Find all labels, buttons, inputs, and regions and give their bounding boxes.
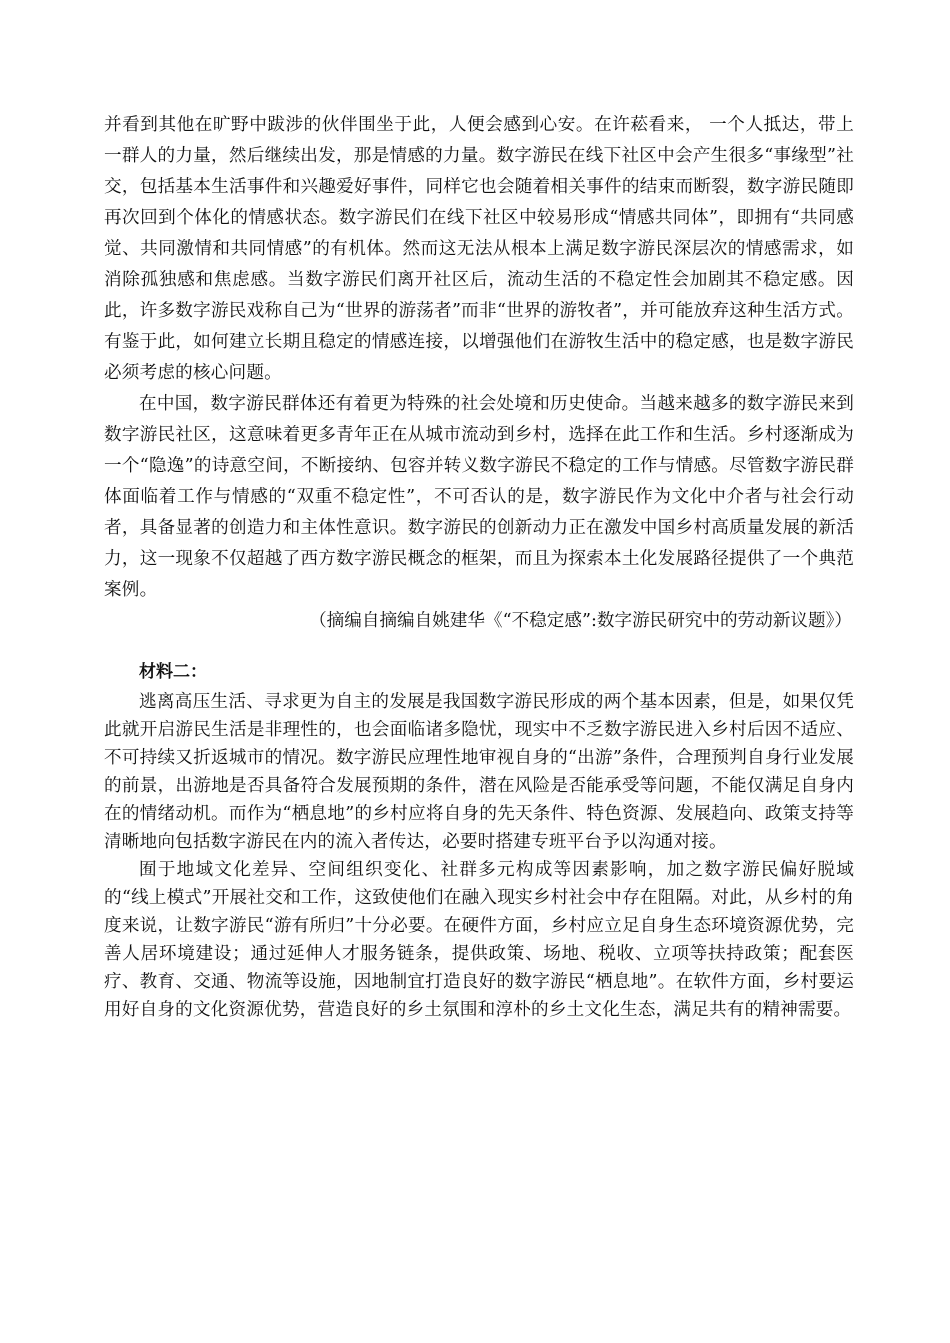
material-two-paragraph-2: 囿于地域文化差异、空间组织变化、社群多元构成等因素影响，加之数字游民偏好脱域的“线上模式”开展社交和工作，这致使他们在融入现实乡村社会中存在阻隔。对此，从乡村的角度来说，让数字游民“游有所归”十分必要。在硬件方面，乡村应立足自身生态环境资源优势，完善人居环境建设；通过延伸人才服务链条，提供政策、场地、税收、立项等扶持政策；配套医疗、教育、交通、物流等设施，因地制宜打造良好的数字游民“栖息地”。在软件方面，乡村要运用好自身的文化资源优势，营造良好的乡土氛围和淳朴的乡土文化生态，满足共有的精神需要。: [104, 860, 854, 1020]
material-one-source: （摘编自摘编自姚建华《“不稳定感”:数字游民研究中的劳动新议题》）: [309, 611, 852, 631]
document-page: [104, 110, 854, 1024]
material-two-paragraph-1: 逃离高压生活、寻求更为自主的发展是我国数字游民形成的两个基本因素，但是，如果仅凭此就开启游民生活是非理性的，也会面临诸多隐忧，现实中不乏数字游民进入乡村后因不适应、不可持续又折返城市的情况。数字游民应理性地审视自身的“出游”条件，合理预判自身行业发展的前景，出游地是否具备符合发展预期的条件，潜在风险是否能承受等问题，不能仅满足自身内在的情绪动机。而作为“栖息地”的乡村应将自身的先天条件、特色资源、发展趋向、政策支持等清晰地向包括数字游民在内的流入者传达，必要时搭建专班平台予以沟通对接。: [104, 692, 854, 852]
material-two-heading: 材料二：: [139, 662, 207, 682]
material-one-paragraph-1: 并看到其他在旷野中跋涉的伙伴围坐于此，人便会感到心安。在许菘看来， 一个人抵达，带上一群人的力量，然后继续出发，那是情感的力量。数字游民在线下社区中会产生很多“事缘型”社交，包括基本生活事件和兴趣爱好事件，同样它也会随着相关事件的结束而断裂，数字游民随即再次回到个体化的情感状态。数字游民们在线下社区中较易形成“情感共同体”，即拥有“共同感觉、共同激情和共同情感”的有机体。然而这无法从根本上满足数字游民深层次的情感需求，如消除孤独感和焦虑感。当数字游民们离开社区后，流动生活的不稳定性会加剧其不稳定感。因此，许多数字游民戏称自己为“世界的游荡者”而非“世界的游牧者”，并可能放弃这种生活方式。有鉴于此，如何建立长期且稳定的情感连接，以增强他们在游牧生活中的稳定感，也是数字游民必须考虑的核心问题。: [104, 115, 854, 383]
material-one-paragraph-2: 在中国，数字游民群体还有着更为特殊的社会处境和历史使命。当越来越多的数字游民来到数字游民社区，这意味着更多青年正在从城市流动到乡村，选择在此工作和生活。乡村逐渐成为一个“隐逸”的诗意空间，不断接纳、包容并转义数字游民不稳定的工作与情感。尽管数字游民群体面临着工作与情感的“双重不稳定性”，不可否认的是，数字游民作为文化中介者与社会行动者，具备显著的创造力和主体性意识。数字游民的创新动力正在激发中国乡村高质量发展的新活力，这一现象不仅超越了西方数字游民概念的框架，而且为探索本土化发展路径提供了一个典范案例。: [104, 394, 854, 600]
